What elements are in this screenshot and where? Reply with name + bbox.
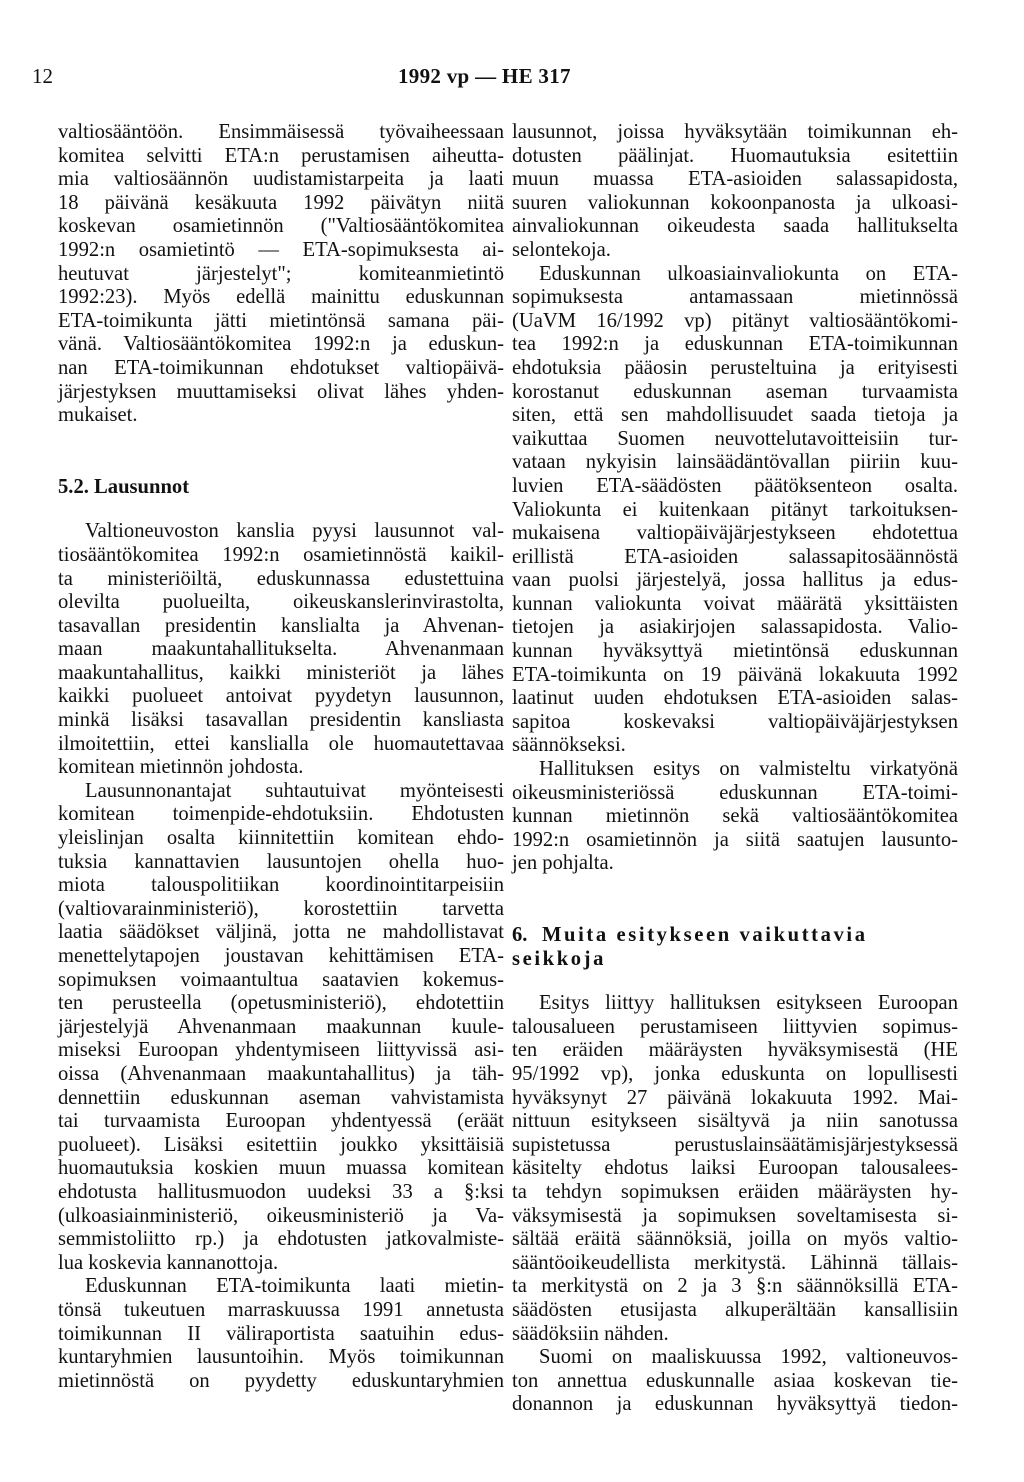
text-line: kunnan hyväksyttyä mietintönsä eduskunnan [512, 640, 958, 663]
text-line: ta ministeriöiltä, eduskunnassa edustettuina [58, 567, 504, 590]
text-line: tai turvaamista Euroopan yhdentyessä (eräät [58, 1110, 504, 1133]
text-line: sapitoa koskevaksi valtiopäiväjärjestyksen [512, 710, 958, 733]
text-line: lausunnot, joissa hyväksytään toimikunnan eh- [512, 121, 958, 143]
text-line: korostanut eduskunnan aseman turvaamista [512, 380, 958, 403]
text-line: järjestyksen muuttamiseksi olivat lähes yhden- [58, 380, 504, 403]
text-line: ilmoitettiin, ettei kanslialla ole huomautettavaa [58, 732, 504, 755]
text-line: säädösten etusijasta alkuperältään kansallisiin [512, 1298, 958, 1321]
section-title-line: Muita esitykseen vaikuttavia [542, 924, 868, 946]
text-line: ton annettua eduskunnalle asiaa koskevan tie- [512, 1369, 958, 1392]
text-line: dotusten päälinjat. Huomautuksia esitettiin [512, 144, 958, 167]
section-heading-5-2: 5.2. Lausunnot [58, 475, 190, 498]
paragraph [58, 121, 504, 428]
text-line: ainvaliokunnan oikeudesta saada hallitukselta [512, 215, 958, 238]
text-line: suuren valiokunnan kokoonpanosta ja ulkoasi- [512, 191, 958, 214]
text-line: maakuntahallitus, kaikki ministeriöt ja lähes [58, 661, 504, 684]
paragraph [512, 263, 958, 758]
text-line: oikeusministeriössä eduskunnan ETA-toimi- [512, 781, 958, 804]
text-line: vaan puolsi järjestelyä, jossa hallitus ja edus- [512, 569, 958, 592]
text-line: 95/1992 vp), jonka eduskunta on lopullisesti [512, 1062, 958, 1085]
text-line: ta merkitystä on 2 ja 3 §:n säännöksillä ETA- [512, 1275, 958, 1298]
text-line: oissa (Ahvenanmaan maakuntahallitus) ja täh- [58, 1062, 504, 1085]
text-line: tönsä tukeutuen marraskuussa 1991 annetusta [58, 1298, 504, 1321]
text-line: ta tehdyn sopimuksen eräiden määräysten hy- [512, 1180, 958, 1203]
text-line: komitea selvitti ETA:n perustamisen aiheutta- [58, 144, 504, 167]
text-line: käsitelty ehdotus laiksi Euroopan talousalees- [512, 1157, 958, 1180]
text-line: kunnan valiokunta voivat määrätä yksittäisten [512, 592, 958, 615]
text-line: nan ETA-toimikunnan ehdotukset valtiopäivä- [58, 356, 504, 379]
text-line: 1992:n osamietintö — ETA-sopimuksesta ai- [58, 238, 504, 261]
text-line: hyväksynyt 27 päivänä lokakuuta 1992. Mai- [512, 1086, 958, 1109]
text-line: ten eräiden määräysten hyväksymisestä (HE [512, 1039, 958, 1062]
text-line: semmistoliitto rp.) ja ehdotusten jatkovalmiste- [58, 1228, 504, 1251]
text-line: Lausunnonantajat suhtautuivat myönteisesti [85, 779, 504, 802]
paragraph [58, 1275, 504, 1393]
text-line: muun muassa ETA-asioiden salassapidosta, [512, 168, 958, 191]
text-line: vaikuttaa Suomen neuvottelutavoitteisiin tur- [512, 427, 958, 450]
text-line: säännökseksi. [512, 734, 626, 757]
text-line: (ulkoasiainministeriö, oikeusministeriö ja Va- [58, 1204, 504, 1227]
text-line: sääntöoikeudellista merkitystä. Lähinnä tällais- [512, 1251, 958, 1274]
text-line: säädöksiin nähden. [512, 1322, 669, 1345]
text-line: kuntaryhmien lausuntoihin. Myös toimikunnan [58, 1346, 504, 1369]
text-line: puolueet). Lisäksi esitettiin joukko yksittäisiä [58, 1133, 504, 1156]
text-line: laatinut uuden ehdotuksen ETA-asioiden salas- [512, 687, 958, 710]
text-line: sopimuksen voimaantultua saatavien kokemus- [58, 968, 504, 991]
text-line: lua koskevia kannanottoja. [58, 1251, 279, 1274]
text-line: Hallituksen esitys on valmisteltu virkatyönä [539, 758, 958, 781]
text-line: laatia säädökset väljinä, jotta ne mahdollistavat [58, 921, 504, 944]
page-number: 12 [32, 64, 53, 88]
text-line: komitean mietinnön johdosta. [58, 756, 304, 779]
text-line: olevilta puolueilta, oikeuskanslerinvirastolta, [58, 591, 504, 614]
text-line: sopimuksesta antamassaan mietinnössä [512, 286, 958, 309]
text-line: tiosääntökomitea 1992:n osamietinnöstä kaikil- [58, 543, 504, 566]
text-line: vataan nykyisin lainsäädäntövallan piiriin kuu- [512, 451, 958, 474]
text-line: tuksia kannattavien lausuntojen ohella huo- [58, 850, 504, 873]
text-line: erillistä ETA-asioiden salassapitosäännöstä [512, 545, 958, 568]
text-line: vänä. Valtiosääntökomitea 1992:n ja eduskun- [58, 333, 504, 356]
text-line: mukaisena valtiopäiväjärjestykseen ehdotettua [512, 522, 958, 545]
paragraph [512, 992, 958, 1346]
text-line: Valtioneuvoston kanslia pyysi lausunnot val- [85, 520, 504, 543]
paragraph [512, 1346, 958, 1417]
text-line: valtiosääntöön. Ensimmäisessä työvaiheessaan [58, 121, 504, 143]
running-header: 1992 vp — HE 317 [398, 64, 571, 88]
text-line: 1992:23). Myös edellä mainittu eduskunnan [58, 286, 504, 309]
text-line: Suomi on maaliskuussa 1992, valtioneuvos- [539, 1346, 958, 1369]
text-line: mia valtiosäännön uudistamistarpeita ja laati [58, 168, 504, 191]
text-line: Valiokunta ei kuitenkaan pitänyt tarkoituksen- [512, 498, 958, 521]
text-line: luvien ETA-säädösten päätöksenteon osalta. [512, 474, 958, 497]
paragraph [512, 758, 958, 876]
text-line: järjestelyjä Ahvenanmaan maakunnan kuule- [58, 1015, 504, 1038]
left-column [58, 121, 504, 1393]
text-line: maan maakuntahallitukselta. Ahvenanmaan [58, 638, 504, 661]
paragraph [512, 121, 958, 263]
text-line: 1992:n osamietinnön ja siitä saatujen lausunto- [512, 828, 958, 851]
text-line: sältää eräitä säännöksiä, joilla on myös valtio- [512, 1228, 958, 1251]
text-line: selontekoja. [512, 238, 611, 261]
text-line: koskevan osamietinnön ("Valtiosääntökomitea [58, 215, 504, 238]
text-line: tasavallan presidentin kanslialta ja Ahvenan- [58, 614, 504, 637]
text-line: nittuun esitykseen sisältyvä ja niin sanotussa [512, 1110, 958, 1133]
section-title-line: seikkoja [512, 947, 607, 970]
text-line: miseksi Euroopan yhdentymiseen liittyvissä asi- [58, 1039, 504, 1062]
text-line: kaikki puolueet antoivat pyydetyn lausunnon, [58, 685, 504, 708]
text-line: jen pohjalta. [512, 852, 614, 875]
section-number: 6. [512, 924, 528, 946]
text-line: Eduskunnan ETA-toimikunta laati mietin- [85, 1275, 504, 1298]
text-line: Eduskunnan ulkoasiainvaliokunta on ETA- [539, 262, 958, 285]
right-column [512, 121, 958, 1417]
text-line: ehdotusta hallitusmuodon uudeksi 33 a §:ksi [58, 1180, 504, 1203]
text-line: ten perusteella (opetusministeriö), ehdotettiin [58, 992, 504, 1015]
paragraph [58, 780, 504, 1275]
text-line: 18 päivänä kesäkuuta 1992 päivätyn niitä [58, 191, 504, 214]
text-line: minkä lisäksi tasavallan presidentin kansliasta [58, 709, 504, 732]
text-line: miota talouspolitiikan koordinointitarpeisiin [58, 874, 504, 897]
text-line: ETA-toimikunta on 19 päivänä lokakuuta 1992 [512, 663, 958, 686]
text-line: Esitys liittyy hallituksen esitykseen Euroopan [539, 992, 958, 1015]
section-heading-6 [512, 924, 958, 971]
text-line: mietinnöstä on pyydetty eduskuntaryhmien [58, 1369, 504, 1392]
text-line: yleislinjan osalta kiinnitettiin komitean ehdo- [58, 827, 504, 850]
text-line: talousalueen perustamiseen liittyvien sopimus- [512, 1015, 958, 1038]
text-line: (valtiovarainministeriö), korostettiin tarvetta [58, 897, 504, 920]
text-line: dennettiin eduskunnan aseman vahvistamista [58, 1086, 504, 1109]
text-line: ehdotuksia pääosin perusteltuina ja erityisesti [512, 356, 958, 379]
text-line: toimikunnan II väliraportista saatuihin edus- [58, 1322, 504, 1345]
text-line: donannon ja eduskunnan hyväksyttyä tiedon- [512, 1393, 958, 1416]
text-line: huomautuksia koskien muun muassa komitean [58, 1157, 504, 1180]
text-line: siten, että sen mahdollisuudet saada tietoja ja [512, 404, 958, 427]
text-line: tietojen ja asiakirjojen salassapidosta. Valio- [512, 616, 958, 639]
paragraph [58, 520, 504, 780]
text-line: tea 1992:n ja eduskunnan ETA-toimikunnan [512, 333, 958, 356]
text-line: väksymisestä ja sopimuksen soveltamisesta si- [512, 1204, 958, 1227]
text-line: kunnan mietinnön sekä valtiosääntökomitea [512, 805, 958, 828]
text-line: komitean toimenpide-ehdotuksiin. Ehdotusten [58, 803, 504, 826]
text-line: (UaVM 16/1992 vp) pitänyt valtiosääntökomi- [512, 309, 958, 332]
text-line: ETA-toimikunta jätti mietintönsä samana päi- [58, 309, 504, 332]
text-line: mukaiset. [58, 404, 138, 427]
text-line: supistetussa perustuslainsäätämisjärjestyksessä [512, 1133, 958, 1156]
text-line: menettelytapojen joustavan kehittämisen ETA- [58, 945, 504, 967]
text-line: heutuvat järjestelyt"; komiteanmietintö [58, 262, 504, 285]
